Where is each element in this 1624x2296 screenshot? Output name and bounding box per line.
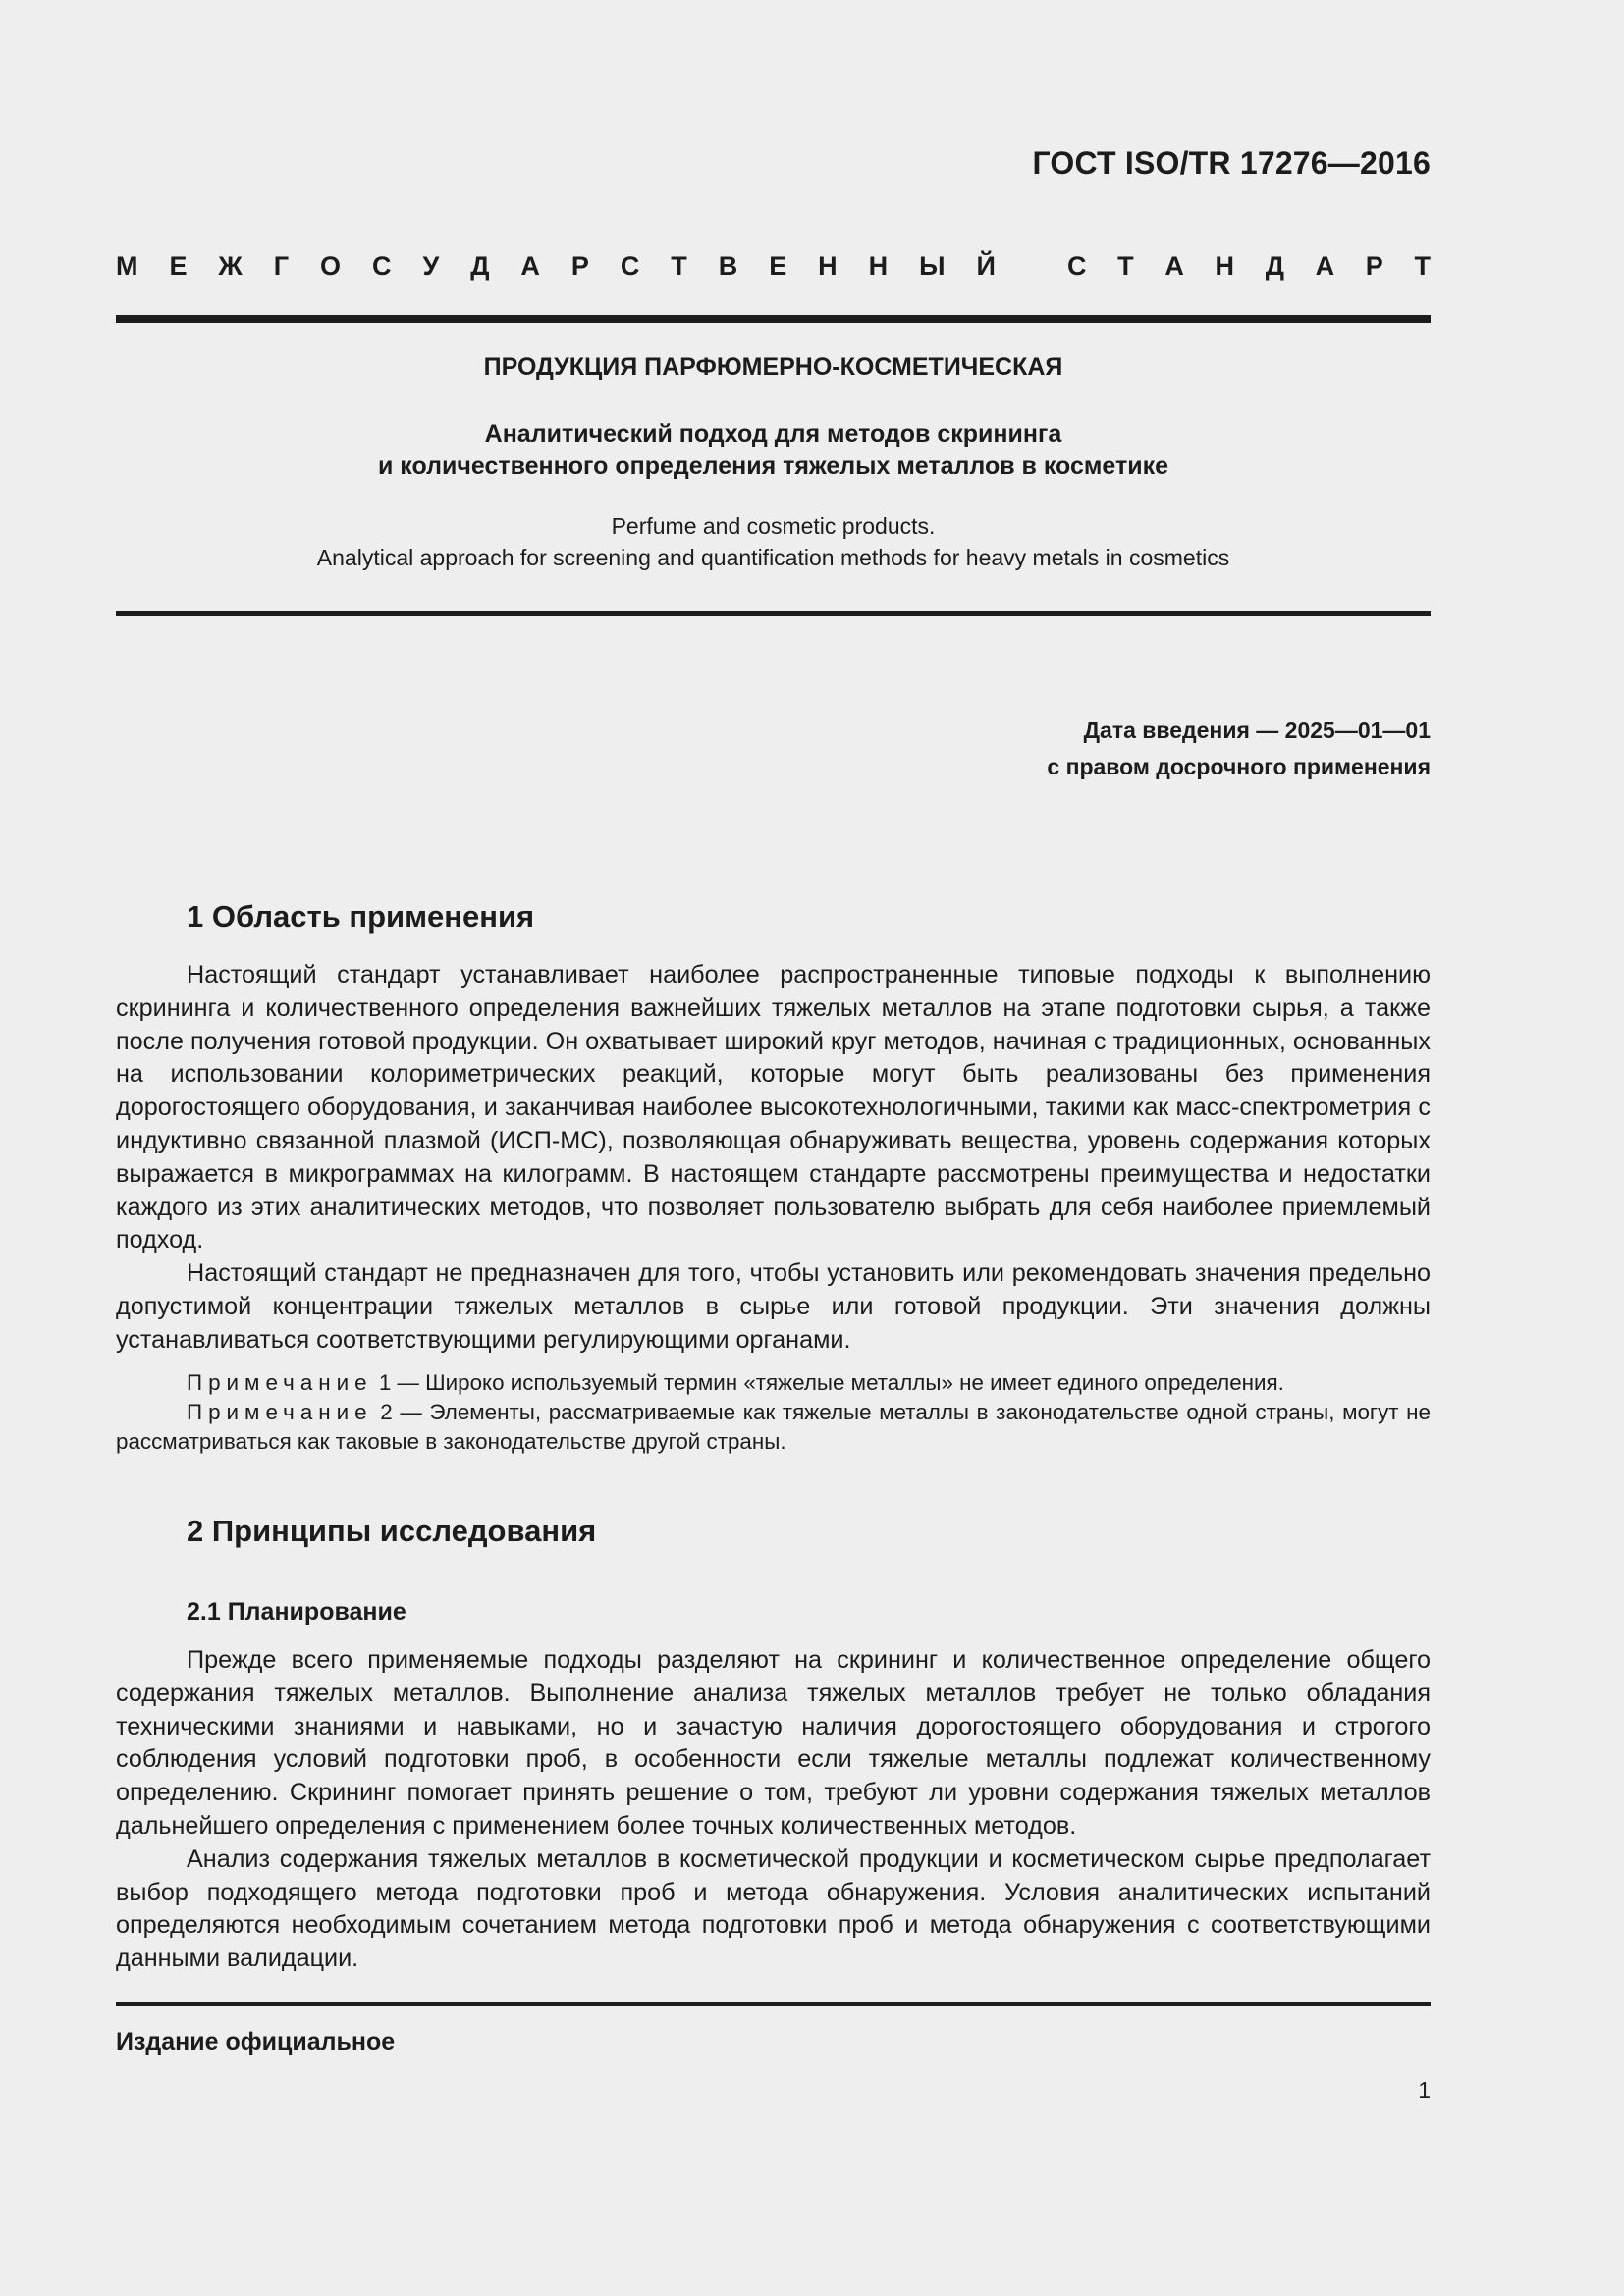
footer-divider [116, 2002, 1431, 2006]
paragraph: Прежде всего применяемые подходы разделяют на скрининг и количественное определение общего содержания тяжелых металлов. Выполнение анализа тяжелых металлов требует не только обладания техническими знаниями и навыками, но и зачастую наличия дорогостоящего оборудования и строгого соблюдения условий подготовки проб, в особенности если тяжелые металлы подлежат количественному определению. Скрининг помогает принять решение о том, требуют ли уровни содержания тяжелых металлов дальнейшего определения с применением более точных количественных методов. [116, 1646, 1431, 1840]
title-main: ПРОДУКЦИЯ ПАРФЮМЕРНО-КОСМЕТИЧЕСКАЯ [483, 353, 1063, 381]
intro-date: Дата введения — 2025—01—01 [1083, 718, 1431, 743]
title-sub [116, 418, 1431, 483]
top-divider [116, 315, 1431, 323]
document-page [116, 0, 1431, 2296]
page-number: 1 [1418, 2077, 1431, 2103]
intro-early-use: с правом досрочного применения [1047, 754, 1431, 779]
standard-type [116, 251, 1431, 282]
note-label: Примечание [187, 1370, 373, 1395]
paragraph: Анализ содержания тяжелых металлов в косметической продукции и косметическом сырье предполагает выбор подходящего метода подготовки проб и метода обнаружения. Условия аналитических испытаний определяются необходимым сочетанием метода подготовки проб и метода обнаружения с соответствующими данными валидации. [116, 1844, 1431, 1973]
title-en-line1: Perfume and cosmetic products. [611, 513, 936, 539]
title-sub-line2: и количественного определения тяжелых металлов в косметике [377, 453, 1168, 480]
edition-label: Издание официальное [116, 2028, 396, 2056]
section1-heading: 1 Область применения [187, 899, 535, 934]
section1-body [116, 959, 1431, 1358]
standard-type-word1: М Е Ж Г О С У Д А Р С Т В Е Н Н Ы Й [116, 251, 996, 281]
note [116, 1398, 1431, 1457]
title-en-line2: Analytical approach for screening and quantification methods for heavy metals in cosmetics [316, 545, 1230, 570]
paragraph: Настоящий стандарт не предназначен для того, чтобы установить или рекомендовать значения предельно допустимой концентрации тяжелых металлов в сырье или готовой продукции. Эти значения должны устанавливаться соответствующими регулирующими органами. [116, 1259, 1431, 1354]
note-label: Примечание [187, 1400, 373, 1424]
note [116, 1368, 1431, 1398]
note-text: 1 — Широко используемый термин «тяжелые металлы» не имеет единого определения. [378, 1370, 1284, 1395]
section2-body [116, 1644, 1431, 1976]
standard-type-word2: С Т А Н Д А Р Т [1067, 251, 1431, 281]
paragraph: Настоящий стандарт устанавливает наиболее распространенные типовые подходы к выполнению скрининга и количественного определения важнейших тяжелых металлов на этапе подготовки сырья, а также после получения готовой продукции. Он охватывает широкий круг методов, начиная с традиционных, основанных на использовании колориметрических реакций, которые могут быть реализованы без применения дорогостоящего оборудования, и заканчивая наиболее высокотехнологичными, такими как масс-спектрометрия с индуктивно связанной плазмой (ИСП-МС), позволяющая обнаруживать вещества, уровень содержания которых выражается в микрограммах на килограмм. В настоящем стандарте рассмотрены преимущества и недостатки каждого из этих аналитических методов, что позволяет пользователю выбрать для себя наиболее приемлемый подход. [116, 961, 1431, 1255]
section2-heading: 2 Принципы исследования [187, 1514, 597, 1548]
note-text: 2 — Элементы, рассматриваемые как тяжелые металлы в законодательстве одной страны, могут не рассматриваться как таковые в законодательстве другой страны. [116, 1400, 1431, 1454]
title-english [116, 510, 1431, 573]
title-sub-line1: Аналитический подход для методов скрининга [484, 420, 1062, 448]
doc-code: ГОСТ ISO/TR 17276—2016 [1032, 145, 1431, 181]
subsection-2-1-heading: 2.1 Планирование [187, 1598, 406, 1626]
intro-date-block [1047, 713, 1431, 785]
title-divider [116, 611, 1431, 616]
section1-notes [116, 1368, 1431, 1457]
